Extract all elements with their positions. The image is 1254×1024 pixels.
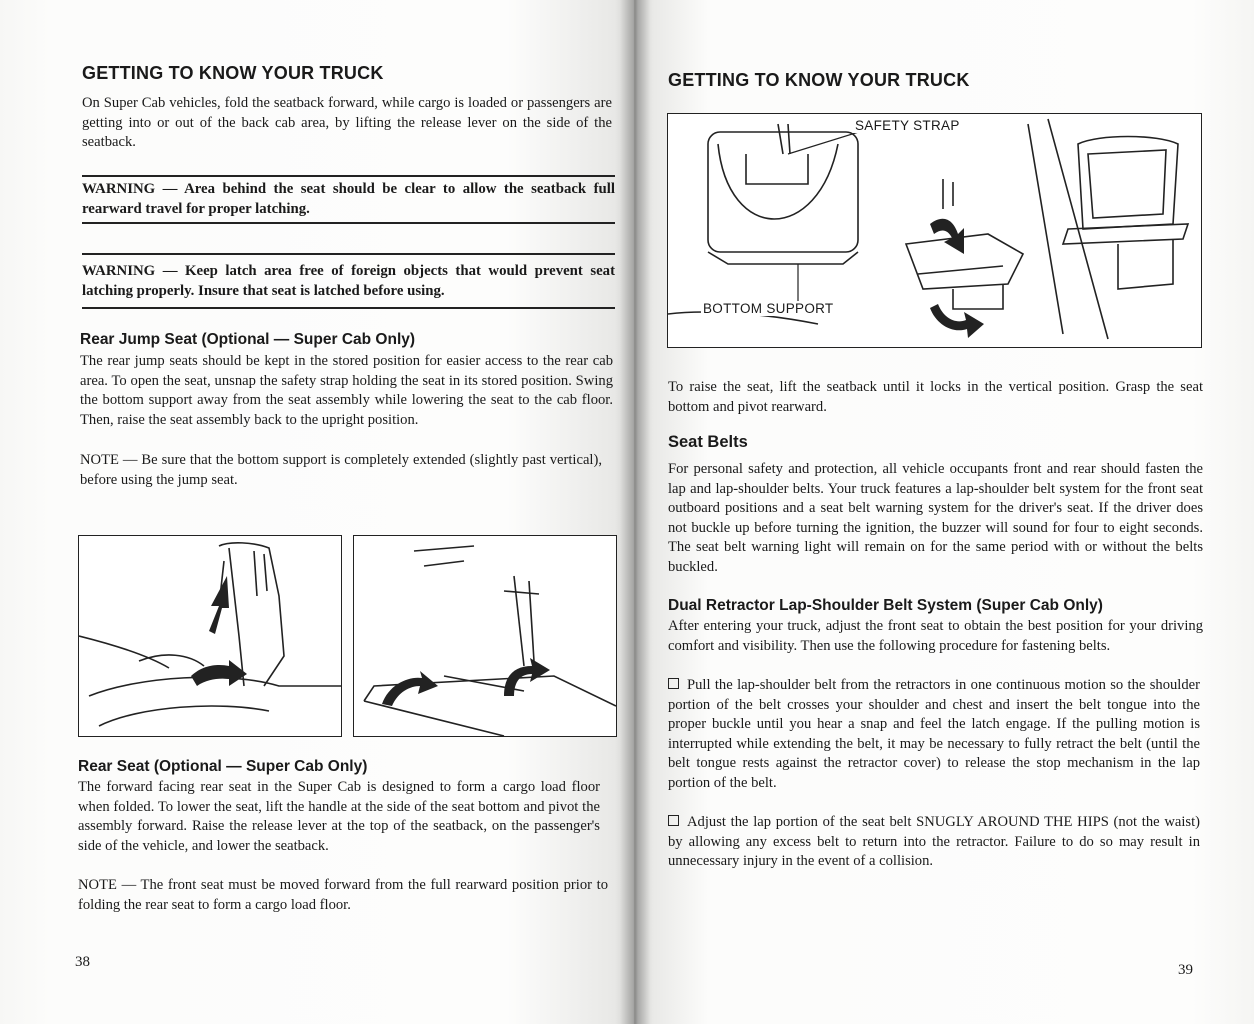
seatback-fold-illustration (78, 535, 342, 737)
checkbox-icon (668, 815, 679, 826)
rear-seat-note: NOTE — The front seat must be moved forward from the full rearward position prior to folding the rear seat to form a cargo load floor. (78, 877, 608, 913)
book-spine-shadow (620, 0, 650, 1024)
warning-seatback: WARNING — Area behind the seat should be clear to allow the seatback full rearward travel for proper latching. (82, 181, 615, 217)
safety-strap-label: SAFETY STRAP (855, 118, 960, 133)
page-number: 39 (1178, 962, 1193, 978)
curved-arrow-icon (930, 219, 964, 254)
seat-line-drawing (354, 536, 616, 736)
step-adjust-lap-text: Adjust the lap portion of the seat belt SNUGLY AROUND THE HIPS (not the waist) by allowing any excess belt to return into the retractor. Failure to do so may result in unnecessary injury in the event of a collision. (668, 814, 1200, 869)
checkbox-icon (668, 678, 679, 689)
curved-arrow-icon (191, 660, 247, 686)
page-heading: GETTING TO KNOW YOUR TRUCK (82, 63, 384, 83)
dual-retractor-title: Dual Retractor Lap-Shoulder Belt System (Super Cab Only) (668, 597, 1103, 614)
step-pull-belt-text: Pull the lap-shoulder belt from the retractors in one continuous motion so the shoulder portion of the belt crosses your shoulder and chest and insert the belt tongue into the proper buckle until you hear a snap and feel the latch engage. If the pulling motion is interrupted while extending the belt, it may be necessary to fully retract the belt (until the belt tongue rests against the retractor cover) to release the stop mechanism in the lap portion of the belt. (668, 677, 1200, 791)
warning-rule (82, 222, 615, 224)
cargo-floor-illustration (353, 535, 617, 737)
warning-rule (82, 175, 615, 177)
curved-arrow-icon (209, 576, 229, 634)
rear-seat-body: The forward facing rear seat in the Super Cab is designed to form a cargo load floor when folded. To lower the seat, lift the handle at the side of the seat bottom and pivot the assembly forward. Raise the release lever at the top of the seatback, on the passenger's side of the vehicle, and lower the seatback. (78, 779, 600, 854)
jump-seat-note: NOTE — Be sure that the bottom support is completely extended (slightly past vertical), before using the jump seat. (80, 452, 602, 488)
jump-seat-illustration (667, 113, 1202, 348)
dual-retractor-body: After entering your truck, adjust the front seat to obtain the best position for your driving comfort and visibility. Then use the following procedure for fastening belts. (668, 618, 1203, 654)
rear-jump-seat-body: The rear jump seats should be kept in the stored position for easier access to the rear cab area. To open the seat, unsnap the safety strap holding the seat in its stored position. Swing the bottom support away from the seat assembly while lowering the seat to the cab floor. Then, raise the seat assembly back to the upright position. (80, 353, 613, 428)
step-adjust-lap (668, 813, 1200, 872)
raise-seat-paragraph: To raise the seat, lift the seatback until it locks in the vertical position. Grasp the seat bottom and pivot rearward. (668, 379, 1203, 415)
warning-latch: WARNING — Keep latch area free of foreign objects that would prevent seat latching properly. Insure that seat is latched before using. (82, 263, 615, 299)
intro-paragraph: On Super Cab vehicles, fold the seatback forward, while cargo is loaded or passengers are getting into or out of the back cab area, by lifting the release lever on the side of the seatback. (82, 95, 612, 150)
rear-seat-title: Rear Seat (Optional — Super Cab Only) (78, 758, 368, 775)
page-heading: GETTING TO KNOW YOUR TRUCK (668, 70, 970, 90)
seat-belts-title: Seat Belts (668, 433, 748, 451)
rear-jump-seat-title: Rear Jump Seat (Optional — Super Cab Only) (80, 331, 416, 348)
bottom-support-label: BOTTOM SUPPORT (703, 301, 834, 316)
warning-rule (82, 307, 615, 309)
right-page (634, 0, 1254, 1024)
step-pull-belt (668, 676, 1200, 793)
seat-line-drawing (79, 536, 341, 736)
page-number: 38 (75, 954, 90, 970)
curved-arrow-icon (382, 671, 438, 706)
seat-belts-body: For personal safety and protection, all vehicle occupants front and rear should fasten the lap and lap-shoulder belts. Your truck features a lap-shoulder belt system for the front seat outboard positions and a seat belt warning system for the driver's seat. If the driver does not buckle up before turning the ignition, the buzzer will sound for four to eight seconds. The seat belt warning light will remain on for the same period with or without the belts buckled. (668, 461, 1203, 575)
warning-rule (82, 253, 615, 255)
